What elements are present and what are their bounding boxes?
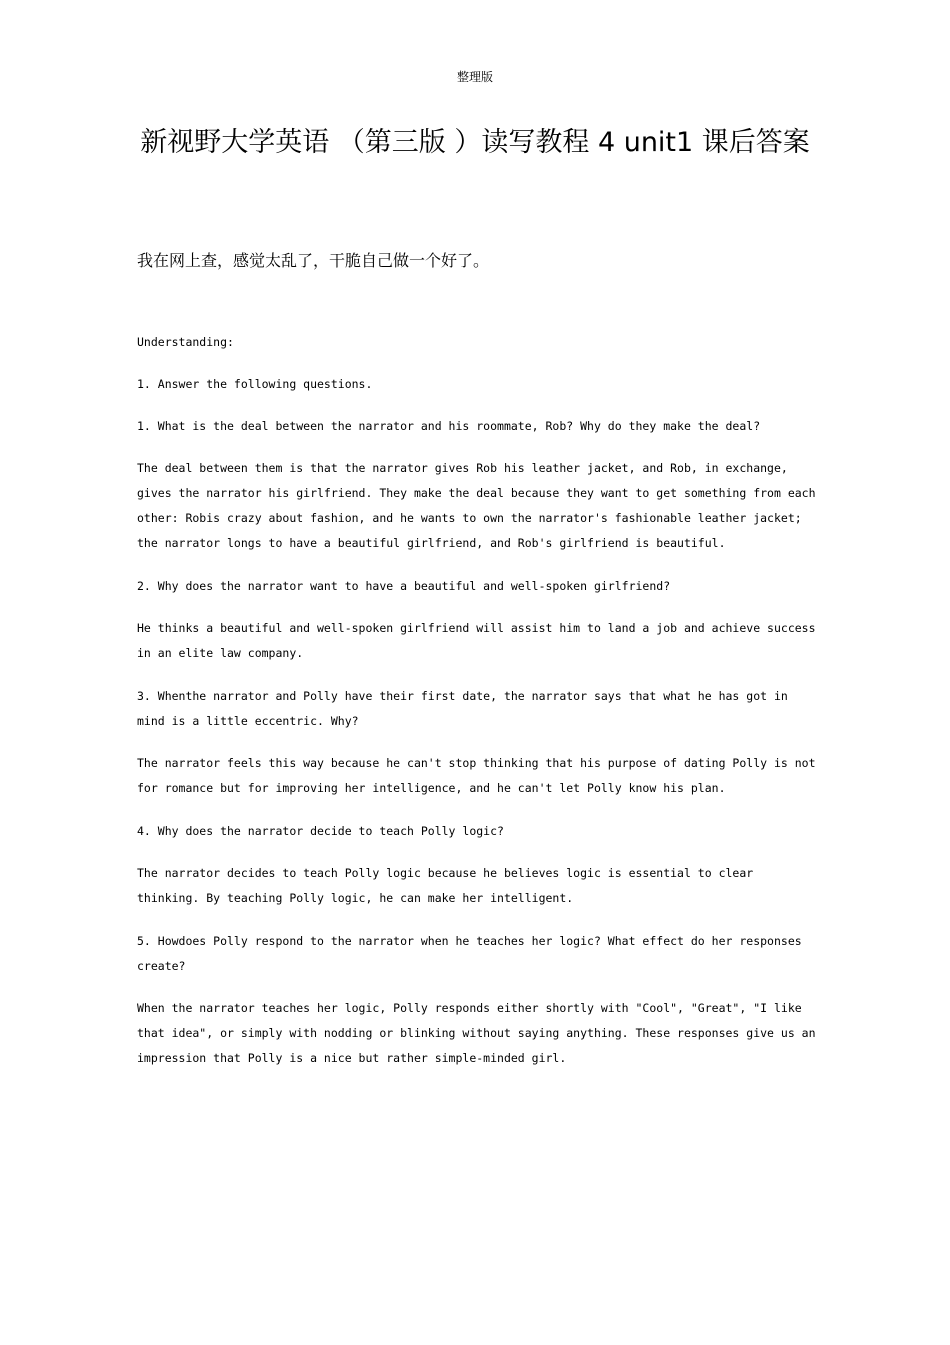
question-2: 2. Why does the narrator want to have a beautiful and well-spoken girlfriend? (137, 579, 671, 593)
question-1: 1. What is the deal between the narrator and his roommate, Rob? Why do they make the deal? (137, 419, 761, 433)
question-5: 5. Howdoes Polly respond to the narrator when he teaches her logic? What effect do her responses create? (137, 934, 802, 973)
question-4: 4. Why does the narrator decide to teach Polly logic? (137, 824, 504, 838)
answer-2: He thinks a beautiful and well-spoken girlfriend will assist him to land a job and achieve success in an elite law company. (137, 621, 816, 660)
document-body (137, 330, 817, 1089)
answer-3: The narrator feels this way because he can't stop thinking that his purpose of dating Polly is not for romance but for improving her intelligence, and he can't let Polly know his plan. (137, 756, 816, 795)
question-3: 3. Whenthe narrator and Polly have their first date, the narrator says that what he has got in mind is a little eccentric. Why? (137, 689, 788, 728)
page-header: 整理版 (456, 70, 493, 84)
document-title: 新视野大学英语 （第三版 ）读写教程 4 unit1 课后答案 (140, 127, 810, 158)
intro-text: 我在网上查，感觉太乱了，干脆自己做一个好了。 (137, 251, 490, 270)
answer-1: The deal between them is that the narrator gives Rob his leather jacket, and Rob, in exchange, gives the narrator his girlfriend. They make the deal because they want to get something from each other: Robis crazy about fashion, and he wants to own the narrator's fashionable leather jacket; the narrator longs to have a beautiful girlfriend, and Rob's girlfriend is beautiful. (137, 461, 816, 550)
answer-4: The narrator decides to teach Polly logic because he believes logic is essential to clear thinking. By teaching Polly logic, he can make her intelligent. (137, 866, 754, 905)
answer-5: When the narrator teaches her logic, Polly responds either shortly with "Cool", "Great", "I like that idea", or simply with nodding or blinking without saying anything. These responses give us an impression that Polly is a nice but rather simple-minded girl. (137, 1001, 816, 1065)
section-instruction: 1. Answer the following questions. (137, 377, 373, 391)
section-heading: Understanding: (137, 335, 234, 349)
